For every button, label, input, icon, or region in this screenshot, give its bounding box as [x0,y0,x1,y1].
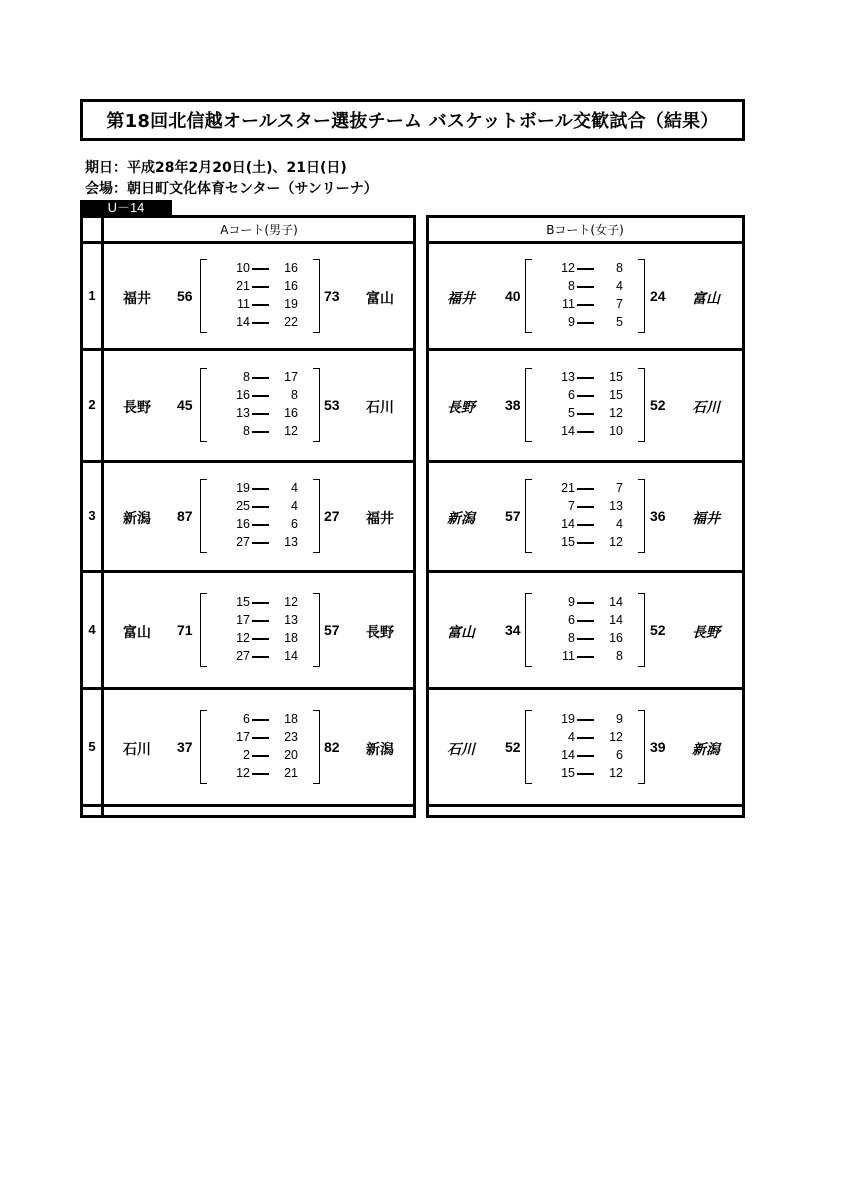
quarter-away-points: 9 [616,712,623,726]
quarter-row [525,593,645,611]
score-dash [252,268,269,270]
quarter-row [200,593,320,611]
score-dash [252,737,269,739]
quarter-row [200,515,320,533]
quarter-away-points: 4 [616,279,623,293]
quarter-away-points: 14 [609,613,623,627]
home-team: 富山 [447,625,475,641]
away-team: 新潟 [366,742,394,758]
row-divider-b [426,570,745,573]
score-dash [577,286,594,288]
quarter-home-points: 11 [562,297,575,311]
quarter-scores [525,259,645,333]
panel-a-border-top [101,215,416,218]
quarter-home-points: 6 [243,712,250,726]
game-number: 1 [88,288,96,303]
panel-b-header-divider [426,241,745,244]
quarter-row [525,479,645,497]
away-score: 73 [324,288,340,304]
home-score: 52 [505,739,521,755]
quarter-away-points: 16 [284,261,298,275]
event-date: 期日：平成28年2月20日(土)、21日(日) [85,160,347,176]
quarter-row [525,313,645,331]
quarter-row [200,497,320,515]
quarter-home-points: 17 [236,730,250,744]
quarter-row [200,764,320,782]
quarter-away-points: 12 [284,424,298,438]
table-border-bottom-a [80,815,416,818]
quarter-away-points: 13 [609,499,623,513]
row-divider-a [80,348,416,351]
away-team: 福井 [692,511,720,527]
quarter-home-points: 21 [561,481,575,495]
home-team: 富山 [123,625,151,641]
quarter-home-points: 21 [236,279,250,293]
quarter-scores [200,368,320,442]
quarter-row [200,710,320,728]
panel-a-header-divider [101,241,416,244]
quarter-home-points: 8 [243,370,250,384]
quarter-home-points: 8 [243,424,250,438]
away-score: 52 [650,622,666,638]
game-number: 3 [88,508,96,523]
score-dash [252,395,269,397]
table-border-bottom-b [426,815,745,818]
quarter-scores [525,593,645,667]
quarter-row [525,533,645,551]
home-score: 87 [177,508,193,524]
score-dash [577,542,594,544]
score-dash [252,602,269,604]
score-dash [577,322,594,324]
quarter-row [525,368,645,386]
score-dash [577,377,594,379]
score-dash [252,719,269,721]
game-number: 5 [88,739,96,754]
table-border-right [742,215,745,818]
category-tag: U－14 [80,200,172,216]
game-number: 2 [88,397,96,412]
home-score: 40 [505,288,521,304]
quarter-row [525,647,645,665]
quarter-away-points: 4 [291,481,298,495]
score-dash [252,377,269,379]
score-dash [252,773,269,775]
score-dash [577,737,594,739]
away-team: 富山 [366,291,394,307]
quarter-home-points: 16 [236,517,250,531]
away-score: 27 [324,508,340,524]
quarter-away-points: 8 [616,261,623,275]
quarter-row [200,295,320,313]
quarter-home-points: 10 [236,261,250,275]
quarter-away-points: 4 [291,499,298,513]
quarter-away-points: 17 [284,370,298,384]
quarter-row [200,746,320,764]
quarter-away-points: 13 [284,613,298,627]
quarter-scores [200,259,320,333]
quarter-home-points: 8 [568,631,575,645]
quarter-away-points: 16 [284,406,298,420]
home-score: 56 [177,288,193,304]
panel-a-border-right [413,215,416,818]
score-dash [252,620,269,622]
quarter-home-points: 13 [236,406,250,420]
quarter-home-points: 15 [561,535,575,549]
quarter-home-points: 6 [568,613,575,627]
quarter-away-points: 5 [616,315,623,329]
quarter-row [200,629,320,647]
score-dash [252,542,269,544]
quarter-row [200,277,320,295]
quarter-row [525,259,645,277]
score-dash [577,395,594,397]
score-dash [577,431,594,433]
quarter-home-points: 9 [568,595,575,609]
score-dash [252,656,269,658]
quarter-home-points: 19 [236,481,250,495]
row-divider-b [426,804,745,807]
quarter-scores [525,710,645,784]
quarter-away-points: 16 [284,279,298,293]
quarter-row [200,479,320,497]
quarter-row [525,404,645,422]
quarter-home-points: 19 [561,712,575,726]
quarter-home-points: 15 [236,595,250,609]
away-score: 39 [650,739,666,755]
away-score: 82 [324,739,340,755]
score-dash [252,286,269,288]
quarter-row [525,497,645,515]
quarter-row [525,515,645,533]
quarter-away-points: 7 [616,297,623,311]
quarter-row [200,404,320,422]
quarter-row [200,647,320,665]
score-dash [577,638,594,640]
quarter-row [525,710,645,728]
quarter-home-points: 16 [236,388,250,402]
quarter-away-points: 12 [609,730,623,744]
score-dash [577,773,594,775]
quarter-home-points: 7 [568,499,575,513]
row-divider-b [426,348,745,351]
quarter-home-points: 8 [568,279,575,293]
row-divider-b [426,460,745,463]
quarter-home-points: 15 [561,766,575,780]
score-dash [252,488,269,490]
home-team: 新潟 [447,511,475,527]
quarter-row [525,386,645,404]
quarter-home-points: 25 [236,499,250,513]
quarter-away-points: 18 [284,631,298,645]
court-b-header: Bコート(女子) [546,223,624,237]
quarter-row [200,386,320,404]
score-dash [577,268,594,270]
quarter-away-points: 16 [609,631,623,645]
score-dash [252,413,269,415]
quarter-home-points: 9 [568,315,575,329]
score-dash [252,638,269,640]
quarter-row [525,728,645,746]
quarter-home-points: 17 [236,613,250,627]
quarter-away-points: 12 [284,595,298,609]
away-team: 新潟 [692,742,720,758]
quarter-home-points: 4 [568,730,575,744]
quarter-row [525,277,645,295]
quarter-away-points: 10 [609,424,623,438]
quarter-away-points: 18 [284,712,298,726]
quarter-scores [525,368,645,442]
score-dash [252,755,269,757]
score-dash [577,719,594,721]
quarter-away-points: 21 [284,766,298,780]
page-title: 第18回北信越オールスター選抜チーム バスケットボール交歓試合（結果） [80,99,745,141]
quarter-scores [200,710,320,784]
score-dash [252,322,269,324]
score-dash [577,656,594,658]
home-team: 石川 [447,742,475,758]
quarter-scores [200,593,320,667]
home-score: 57 [505,508,521,524]
quarter-away-points: 22 [284,315,298,329]
quarter-row [525,611,645,629]
quarter-row [200,533,320,551]
score-dash [252,506,269,508]
quarter-home-points: 12 [236,631,250,645]
quarter-row [200,368,320,386]
home-team: 長野 [447,400,475,416]
row-divider-a [80,804,416,807]
quarter-home-points: 11 [562,649,575,663]
event-venue: 会場：朝日町文化体育センター（サンリーナ） [85,181,378,197]
quarter-away-points: 8 [291,388,298,402]
away-team: 長野 [692,625,720,641]
quarter-row [200,422,320,440]
row-divider-a [80,687,416,690]
panel-b-border-left [426,215,429,818]
quarter-row [525,295,645,313]
home-team: 福井 [123,291,151,307]
quarter-home-points: 12 [561,261,575,275]
quarter-home-points: 14 [561,748,575,762]
quarter-scores [525,479,645,553]
home-score: 38 [505,397,521,413]
quarter-row [525,629,645,647]
home-score: 37 [177,739,193,755]
home-team: 福井 [447,291,475,307]
quarter-away-points: 8 [616,649,623,663]
quarter-away-points: 13 [284,535,298,549]
quarter-away-points: 7 [616,481,623,495]
quarter-home-points: 27 [236,649,250,663]
away-score: 53 [324,397,340,413]
panel-b-border-top [426,215,745,218]
home-score: 34 [505,622,521,638]
score-dash [252,524,269,526]
quarter-row [200,728,320,746]
game-number: 4 [88,622,96,637]
quarter-away-points: 20 [284,748,298,762]
court-a-header: Aコート(男子) [220,223,298,237]
quarter-away-points: 23 [284,730,298,744]
score-dash [577,413,594,415]
home-team: 新潟 [123,511,151,527]
home-score: 45 [177,397,193,413]
score-dash [577,304,594,306]
quarter-row [200,611,320,629]
home-team: 石川 [123,742,151,758]
row-divider-a [80,570,416,573]
score-dash [577,620,594,622]
quarter-away-points: 12 [609,535,623,549]
away-score: 36 [650,508,666,524]
quarter-scores [200,479,320,553]
row-divider-b [426,687,745,690]
quarter-row [525,746,645,764]
score-dash [577,524,594,526]
home-team: 長野 [123,400,151,416]
quarter-away-points: 4 [616,517,623,531]
quarter-away-points: 14 [284,649,298,663]
away-team: 石川 [692,400,720,416]
quarter-away-points: 15 [609,370,623,384]
quarter-home-points: 11 [237,297,250,311]
row-divider-num [80,241,104,244]
quarter-row [200,313,320,331]
score-dash [577,602,594,604]
quarter-home-points: 2 [243,748,250,762]
score-dash [577,755,594,757]
quarter-away-points: 15 [609,388,623,402]
row-divider-a [80,460,416,463]
quarter-away-points: 14 [609,595,623,609]
quarter-home-points: 14 [561,424,575,438]
quarter-away-points: 6 [291,517,298,531]
quarter-home-points: 14 [236,315,250,329]
score-dash [577,488,594,490]
quarter-row [200,259,320,277]
away-team: 長野 [366,625,394,641]
quarter-home-points: 6 [568,388,575,402]
quarter-away-points: 12 [609,766,623,780]
quarter-row [525,422,645,440]
score-dash [577,506,594,508]
quarter-home-points: 5 [568,406,575,420]
quarter-home-points: 13 [561,370,575,384]
quarter-away-points: 19 [284,297,298,311]
quarter-home-points: 27 [236,535,250,549]
away-score: 52 [650,397,666,413]
home-score: 71 [177,622,193,638]
score-dash [252,304,269,306]
away-score: 57 [324,622,340,638]
quarter-row [525,764,645,782]
quarter-away-points: 12 [609,406,623,420]
score-dash [252,431,269,433]
away-team: 福井 [366,511,394,527]
away-team: 石川 [366,400,394,416]
away-score: 24 [650,288,666,304]
away-team: 富山 [692,291,720,307]
quarter-home-points: 14 [561,517,575,531]
quarter-home-points: 12 [236,766,250,780]
quarter-away-points: 6 [616,748,623,762]
